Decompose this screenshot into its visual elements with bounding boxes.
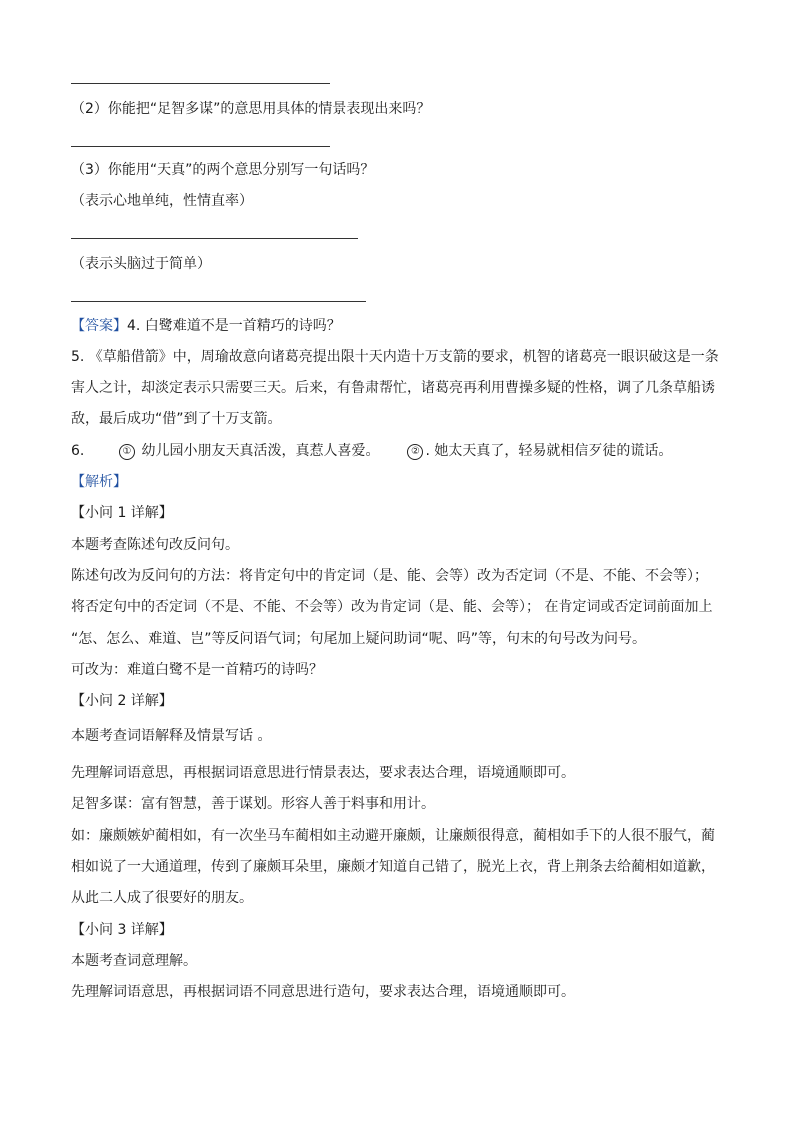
sub-question-1-line-3: 将否定句中的否定词（不是、不能、不会等）改为肯定词（是、能、会等）； 在肯定词或否定词前面加上: [71, 599, 713, 615]
answer-4: 4. 白鹭难道不是一首精巧的诗吗？: [127, 318, 341, 334]
answer-6-sentence-1: 幼儿园小朋友天真活泼，真惹人喜爱。: [141, 443, 380, 459]
answer-6-line: [71, 441, 672, 461]
answer-6-sentence-2: . 她太天真了，轻易就相信歹徒的谎话。: [425, 443, 673, 459]
question-3-meaning-1: （表示心地单纯，性情直率）: [71, 193, 253, 209]
answer-blank-line-2: [71, 146, 330, 147]
sub-question-2-line-3: 足智多谋：富有智慧，善于谋划。形容人善于料事和用计。: [71, 796, 435, 812]
answer-5-line-2: 害人之计，却淡定表示只需要三天。后来，有鲁肃帮忙，诸葛亮再利用曹操多疑的性格，调了几条草船诱: [71, 380, 715, 396]
answer-5-line-1: 5. 《草船借箭》中，周瑜故意向诸葛亮提出限十天内造十万支箭的要求，机智的诸葛亮一眼识破这是一条: [71, 349, 719, 365]
sub-question-1-line-2: 陈述句改为反问句的方法：将肯定句中的肯定词（是、能、会等）改为否定词（不是、不能、不会等）；: [71, 568, 708, 584]
sub-question-2-line-1: 本题考查词语解释及情景写话 。: [71, 728, 272, 744]
sub-question-3-title: 【小问 3 详解】: [71, 922, 173, 938]
sub-question-3-line-2: 先理解词语意思，再根据词语不同意思进行造句，要求表达合理，语境通顺即可。: [71, 984, 575, 1000]
sub-question-1-title: 【小问 1 详解】: [71, 505, 173, 521]
sub-question-2-line-5: 相如说了一大通道理，传到了廉颇耳朵里，廉颇才知道自己错了，脱光上衣，背上荆条去给蔺相如道歉，: [71, 859, 715, 875]
answer-blank-line-4: [71, 301, 366, 302]
question-3-meaning-2: （表示头脑过于简单）: [71, 256, 211, 272]
sub-question-2-line-4: 如：廉颇嫉妒蔺相如，有一次坐马车蔺相如主动避开廉颇，让廉颇很得意，蔺相如手下的人很不服气，蔺: [71, 828, 715, 844]
sub-question-1-line-5: 可改为：难道白鹭不是一首精巧的诗吗？: [71, 662, 323, 678]
circled-number-2: ②: [407, 444, 423, 460]
answer-blank-line-3: [71, 238, 358, 239]
circled-number-1: ①: [119, 444, 135, 460]
sub-question-2-line-2: 先理解词语意思，再根据词语意思进行情景表达，要求表达合理，语境通顺即可。: [71, 765, 575, 781]
answer-blank-line-1: [71, 83, 330, 84]
sub-question-1-line-1: 本题考查陈述句改反问句。: [71, 537, 239, 553]
question-3: （3）你能用“天真”的两个意思分别写一句话吗？: [71, 162, 375, 178]
analysis-tag: 【解析】: [71, 474, 127, 490]
answer-tag: 【答案】: [71, 318, 127, 334]
sub-question-1-line-4: “怎、怎么、难道、岂”等反问语气词；句尾加上疑问助词“呢、吗”等，句末的句号改为问号。: [71, 631, 647, 647]
answer-4-line: [71, 316, 341, 336]
answer-5-line-3: 敌，最后成功“借”到了十万支箭。: [71, 411, 282, 427]
sub-question-3-line-1: 本题考查词意理解。: [71, 953, 197, 969]
answer-6-number: 6.: [71, 443, 85, 459]
sub-question-2-line-6: 从此二人成了很要好的朋友。: [71, 890, 253, 906]
question-2: （2）你能把“足智多谋”的意思用具体的情景表现出来吗？: [71, 101, 431, 117]
sub-question-2-title: 【小问 2 详解】: [71, 693, 173, 709]
